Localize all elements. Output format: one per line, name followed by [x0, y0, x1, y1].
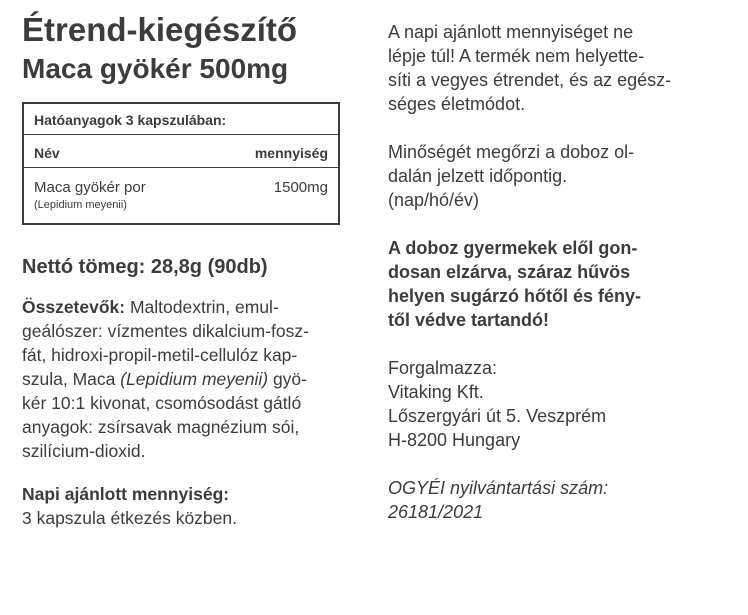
right-column [388, 20, 728, 524]
active-ingredients-table [22, 102, 340, 225]
warning-line: síti a vegyes étrendet, és az egész- [388, 70, 672, 90]
ingredients-text: Maltodextrin, emul- [125, 297, 279, 317]
distributor-postcode: H-8200 Hungary [388, 430, 521, 450]
best-before-line: Minőségét megőrzi a doboz ol- [388, 142, 635, 162]
best-before-line: (nap/hó/év) [388, 190, 480, 210]
product-category-title: Étrend-kiegészítő [22, 11, 298, 48]
registration-label: OGYÉI nyilvántartási szám: [388, 478, 609, 498]
table-header-row [24, 135, 338, 168]
dose-warning [388, 20, 728, 116]
ingredient-name: Maca gyökér por [34, 179, 146, 196]
warning-line: A napi ajánlott mennyiséget ne [388, 22, 634, 42]
left-column [22, 10, 362, 530]
best-before-line: dalán jelzett időpontig. [388, 166, 568, 186]
ingredients-line: fát, hidroxi-propil-metil-cellulóz kap- [22, 345, 298, 365]
ingredients-line: szilícium-dioxid. [22, 441, 146, 461]
ingredients-latin-name: (Lepidium meyenii) [120, 369, 269, 389]
table-header-amount: mennyiség [254, 145, 328, 161]
ingredients-line: geálószer: vízmentes dikalcium-fosz- [22, 321, 309, 341]
ingredients-line [22, 367, 362, 391]
registration-info [388, 476, 728, 524]
ingredient-amount: 1500mg [273, 179, 328, 196]
distributor-address: Lőszergyári út 5. Veszprém [388, 406, 607, 426]
storage-line: től védve tartandó! [388, 310, 550, 330]
ingredients-text: szula, Maca [22, 369, 121, 389]
ingredients-line [22, 295, 362, 319]
distributor-info [388, 356, 728, 452]
storage-line: dosan elzárva, száraz hűvös [388, 262, 631, 282]
distributor-company: Vitaking Kft. [388, 382, 484, 402]
ingredients-text: gyö- [268, 369, 307, 389]
table-header-name: Név [34, 145, 60, 161]
daily-dose-label: Napi ajánlott mennyiség: [22, 484, 230, 504]
ingredients-line: anyagok: zsírsavak magnézium sói, [22, 417, 300, 437]
warning-line: séges életmódot. [388, 94, 526, 114]
registration-number: 26181/2021 [388, 502, 484, 522]
table-row [24, 168, 338, 223]
daily-dose-section [22, 482, 362, 530]
daily-dose-text: 3 kapszula étkezés közben. [22, 508, 237, 528]
distributor-label: Forgalmazza: [388, 358, 498, 378]
warning-line: lépje túl! A termék nem helyette- [388, 46, 645, 66]
storage-line: A doboz gyermekek elől gon- [388, 238, 638, 258]
net-weight: Nettó tömeg: 28,8g (90db) [22, 256, 268, 278]
ingredient-latin-name: (Lepidium meyenii) [34, 199, 127, 211]
ingredients-label: Összetevők: [22, 297, 126, 317]
table-cell-name [34, 178, 146, 213]
table-caption: Hatóanyagok 3 kapszulában: [24, 104, 338, 135]
ingredients-section [22, 295, 362, 463]
product-name: Maca gyökér 500mg [22, 53, 289, 84]
storage-instructions [388, 236, 728, 332]
best-before-note [388, 140, 728, 212]
ingredients-line: kér 10:1 kivonat, csomósodást gátló [22, 393, 302, 413]
storage-line: helyen sugárzó hőtől és fény- [388, 286, 642, 306]
